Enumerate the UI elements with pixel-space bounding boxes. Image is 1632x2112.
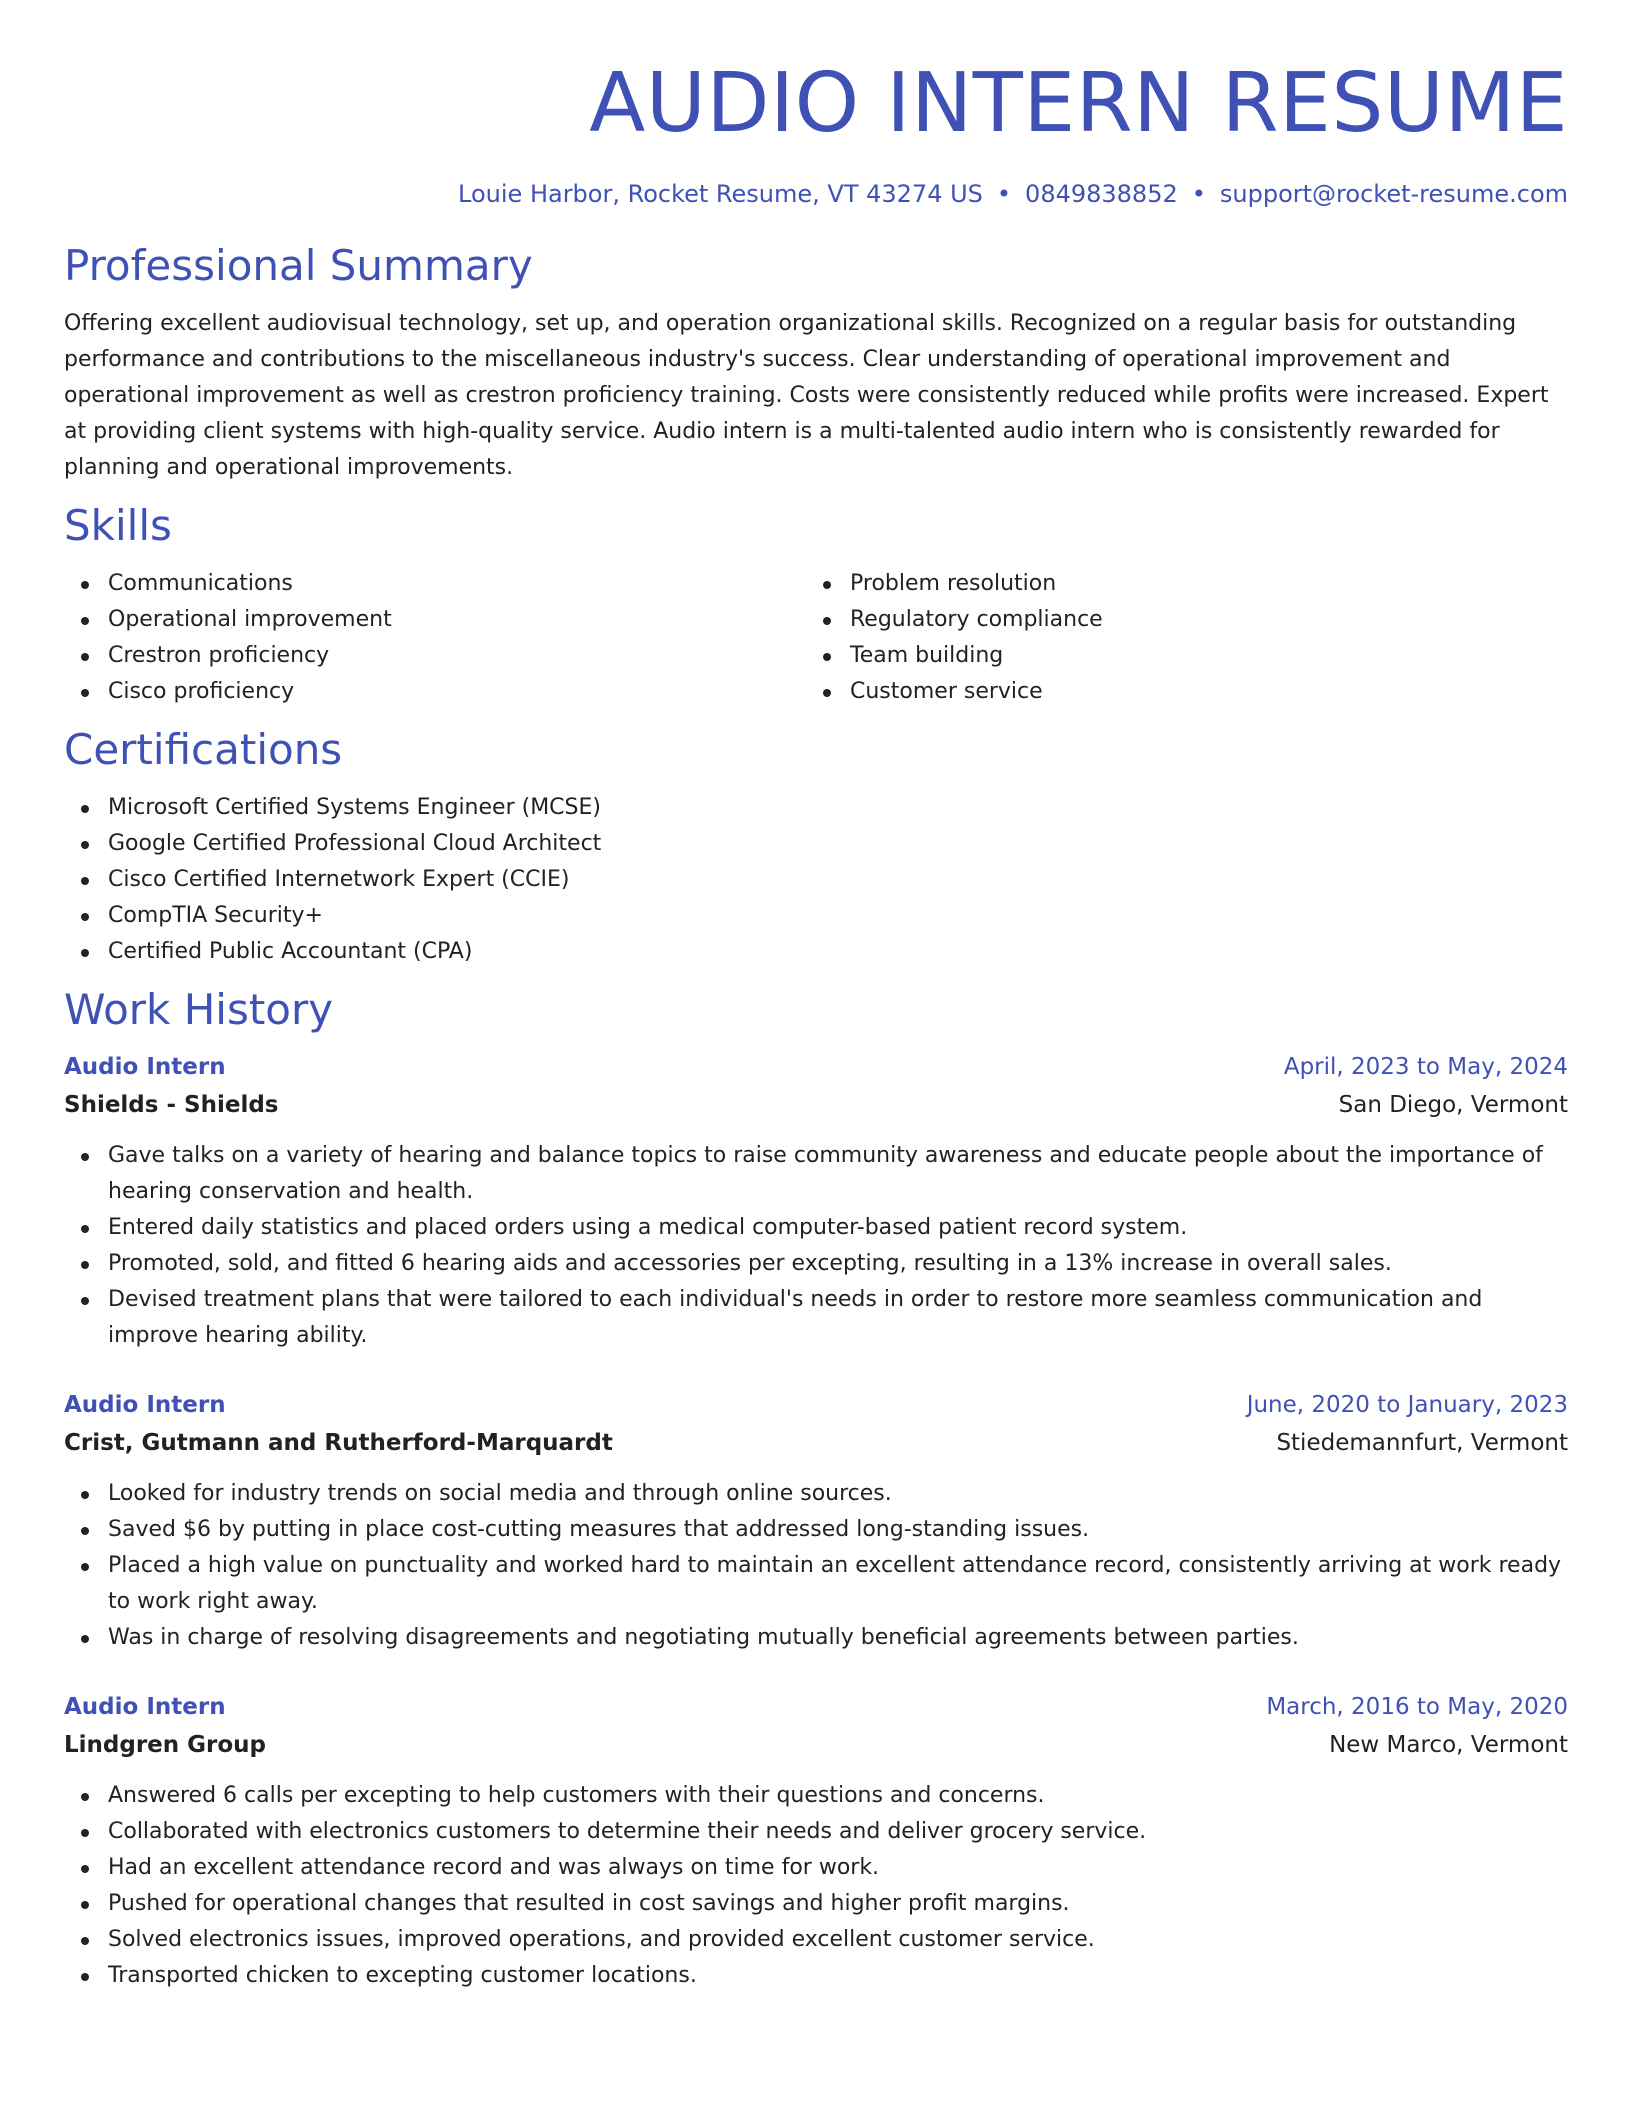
certifications-list <box>64 790 1568 970</box>
job-bullet: Devised treatment plans that were tailored to each individual's needs in order to restore more seamless communication and improve hearing ability. <box>64 1282 1568 1354</box>
job-bullet: Gave talks on a variety of hearing and balance topics to raise community awareness and educate people about the importance of hearing conservation and health. <box>64 1138 1568 1210</box>
job-dates: April, 2023 to May, 2024 <box>1283 1054 1568 1080</box>
job-dates: March, 2016 to May, 2020 <box>1266 1694 1568 1720</box>
bullet-dot <box>81 805 89 813</box>
certification-item: Google Certified Professional Cloud Architect <box>64 826 1568 862</box>
job-bullets <box>64 1138 1568 1354</box>
bullet-dot <box>81 877 89 885</box>
skill-item: Regulatory compliance <box>806 602 1548 638</box>
contact-separator: • <box>996 180 1012 208</box>
job-title: Audio Intern <box>64 1694 226 1720</box>
bullet-dot <box>81 1829 89 1837</box>
job-company: Crist, Gutmann and Rutherford-Marquardt <box>64 1430 613 1456</box>
bullet-dot <box>823 653 831 661</box>
contact-address: Louie Harbor, Rocket Resume, VT 43274 US <box>458 180 983 208</box>
job-bullet: Pushed for operational changes that resulted in cost savings and higher profit margins. <box>64 1886 1568 1922</box>
job-title: Audio Intern <box>64 1392 226 1418</box>
job-header-row <box>64 1386 1568 1424</box>
job-bullet: Had an excellent attendance record and was always on time for work. <box>64 1850 1568 1886</box>
bullet-dot <box>823 581 831 589</box>
summary-text: Offering excellent audiovisual technology, set up, and operation organizational skills. Recognized on a regular basis for outstanding performance and contributions to the miscellaneous industry's success. Clear understanding of operational improvement and operational improvement as well as crestron proficiency training. Costs were consistently reduced while profits were increased. Expert at providing client systems with high-quality service. Audio intern is a multi-talented audio intern who is consistently rewarded for planning and operational improvements. <box>64 311 1549 480</box>
job-header-row <box>64 1688 1568 1726</box>
certification-item: Cisco Certified Internetwork Expert (CCIE) <box>64 862 1568 898</box>
bullet-dot <box>81 617 89 625</box>
job-company-row <box>64 1086 1568 1124</box>
job-bullet: Answered 6 calls per excepting to help customers with their questions and concerns. <box>64 1778 1568 1814</box>
skill-item: Communications <box>64 566 806 602</box>
bullet-dot <box>81 1937 89 1945</box>
bullet-dot <box>81 1901 89 1909</box>
job-entry <box>64 1688 1568 1994</box>
bullet-dot <box>81 1527 89 1535</box>
job-bullet: Solved electronics issues, improved operations, and provided excellent customer service. <box>64 1922 1568 1958</box>
contact-email[interactable]: support@rocket-resume.com <box>1219 180 1568 208</box>
bullet-dot <box>81 653 89 661</box>
contact-separator: • <box>1191 180 1206 208</box>
job-entry <box>64 1386 1568 1656</box>
job-bullet: Promoted, sold, and fitted 6 hearing aids and accessories per excepting, resulting in a 13% increase in overall sales. <box>64 1246 1568 1282</box>
resume-page <box>64 0 1568 1994</box>
bullet-dot <box>81 1793 89 1801</box>
work-history-heading: Work History <box>64 985 334 1034</box>
skill-item: Crestron proficiency <box>64 638 806 674</box>
skills-list-left <box>64 566 806 710</box>
certification-item: Certified Public Accountant (CPA) <box>64 934 1568 970</box>
bullet-dot <box>81 1635 89 1643</box>
job-bullet: Was in charge of resolving disagreements and negotiating mutually beneficial agreements between parties. <box>64 1620 1568 1656</box>
skill-item: Customer service <box>806 674 1548 710</box>
bullet-dot <box>81 1865 89 1873</box>
job-bullets <box>64 1476 1568 1656</box>
job-bullet: Placed a high value on punctuality and worked hard to maintain an excellent attendance record, consistently arriving at work ready to work right away. <box>64 1548 1568 1620</box>
job-dates: June, 2020 to January, 2023 <box>1246 1392 1568 1418</box>
skills-list-right <box>806 566 1548 710</box>
job-title: Audio Intern <box>64 1054 226 1080</box>
skills-columns <box>64 566 1568 710</box>
bullet-dot <box>81 949 89 957</box>
job-bullets <box>64 1778 1568 1994</box>
bullet-dot <box>81 1563 89 1571</box>
bullet-dot <box>81 1973 89 1981</box>
job-location: San Diego, Vermont <box>1338 1092 1568 1118</box>
bullet-dot <box>81 581 89 589</box>
job-bullet: Looked for industry trends on social media and through online sources. <box>64 1476 1568 1512</box>
job-bullet: Transported chicken to excepting customer locations. <box>64 1958 1568 1994</box>
contact-line <box>64 178 1568 210</box>
skill-item: Problem resolution <box>806 566 1548 602</box>
job-company: Lindgren Group <box>64 1732 267 1758</box>
job-location: Stiedemannfurt, Vermont <box>1276 1430 1568 1456</box>
bullet-dot <box>81 689 89 697</box>
resume-title: AUDIO INTERN RESUME <box>589 56 1568 151</box>
bullet-dot <box>81 913 89 921</box>
bullet-dot <box>81 1297 89 1305</box>
certifications-heading: Certifications <box>64 725 343 774</box>
job-company-row <box>64 1424 1568 1462</box>
job-company-row <box>64 1726 1568 1764</box>
bullet-dot <box>81 1491 89 1499</box>
job-company: Shields - Shields <box>64 1092 279 1118</box>
bullet-dot <box>823 617 831 625</box>
job-bullet: Entered daily statistics and placed orders using a medical computer-based patient record system. <box>64 1210 1568 1246</box>
certification-item: CompTIA Security+ <box>64 898 1568 934</box>
summary-heading: Professional Summary <box>64 241 533 290</box>
skills-heading: Skills <box>64 501 172 550</box>
job-location: New Marco, Vermont <box>1329 1732 1568 1758</box>
bullet-dot <box>81 1261 89 1269</box>
skill-item: Cisco proficiency <box>64 674 806 710</box>
bullet-dot <box>81 841 89 849</box>
skill-item: Operational improvement <box>64 602 806 638</box>
contact-phone[interactable]: 0849838852 <box>1025 180 1178 208</box>
job-entry <box>64 1048 1568 1354</box>
job-bullet: Saved $6 by putting in place cost-cutting measures that addressed long-standing issues. <box>64 1512 1568 1548</box>
job-header-row <box>64 1048 1568 1086</box>
bullet-dot <box>823 689 831 697</box>
skill-item: Team building <box>806 638 1548 674</box>
bullet-dot <box>81 1153 89 1161</box>
bullet-dot <box>81 1225 89 1233</box>
certification-item: Microsoft Certified Systems Engineer (MCSE) <box>64 790 1568 826</box>
job-bullet: Collaborated with electronics customers to determine their needs and deliver grocery service. <box>64 1814 1568 1850</box>
